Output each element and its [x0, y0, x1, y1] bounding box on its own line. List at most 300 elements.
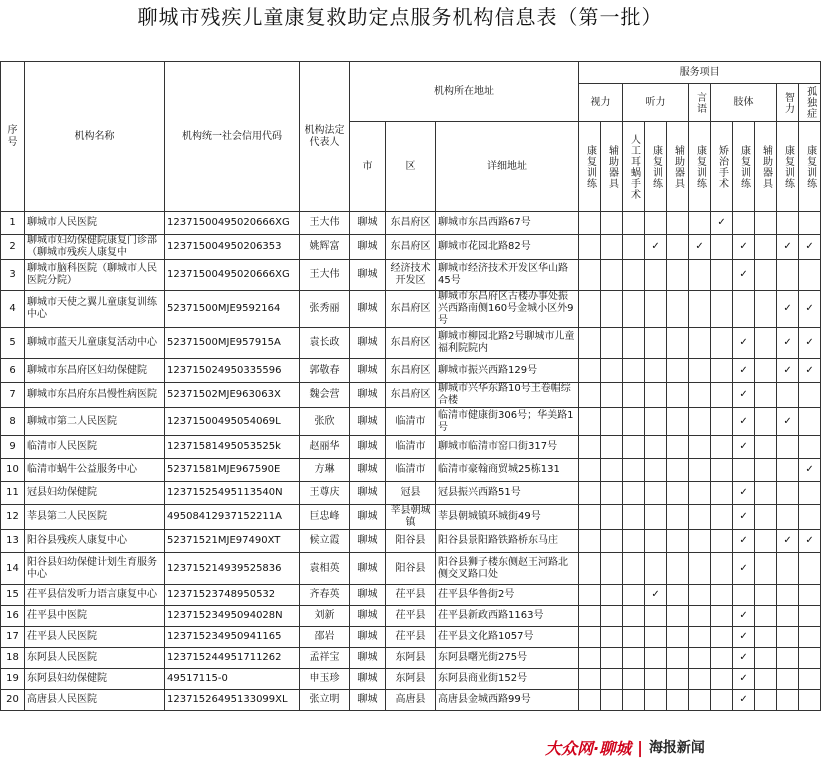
header-district: 区: [386, 122, 436, 212]
check-icon: ✓: [805, 337, 814, 348]
row-service-check: [645, 553, 667, 585]
row-service-check: [645, 235, 667, 260]
row-service-check: [623, 291, 645, 328]
row-service-check: [667, 648, 689, 669]
row-code: 123715004950206353: [165, 235, 300, 260]
row-city: 聊城: [350, 530, 386, 553]
header-vision-aid-label: 辅助器具: [606, 144, 618, 189]
row-service-check: [601, 436, 623, 459]
row-service-check: [799, 627, 821, 648]
header-intel: [777, 84, 799, 122]
row-service-check: [579, 359, 601, 383]
row-district: 茌平县: [386, 585, 436, 606]
check-icon: ✓: [783, 415, 792, 427]
row-index: 13: [1, 530, 25, 553]
table-row: [1, 291, 821, 328]
row-code: 49517115-0: [165, 669, 300, 690]
row-service-check: [689, 291, 711, 328]
row-service-check: [601, 459, 623, 482]
header-city: 市: [350, 122, 386, 212]
info-table: [0, 61, 821, 711]
row-district: 阳谷县: [386, 530, 436, 553]
header-vision: 视力: [579, 84, 623, 122]
table-row: [1, 585, 821, 606]
row-district: 阳谷县: [386, 553, 436, 585]
header-hearing-cochlear-label: 人工耳蜗手术: [628, 133, 640, 200]
header-intel-label: 智力: [782, 91, 794, 114]
check-icon: ✓: [739, 364, 748, 376]
table-row: [1, 235, 821, 260]
check-icon: ✓: [739, 241, 748, 252]
row-city: 聊城: [350, 482, 386, 505]
row-code: 52371500MJE957915A: [165, 328, 300, 359]
row-service-check: [799, 648, 821, 669]
row-address: 茌平县文化路1057号: [436, 627, 579, 648]
check-icon: ✓: [739, 610, 748, 621]
row-service-check: [733, 328, 755, 359]
row-service-check: [601, 359, 623, 383]
row-service-check: [601, 585, 623, 606]
table-row: [1, 505, 821, 530]
row-service-check: [755, 383, 777, 408]
header-limb-aid-label: 辅助器具: [760, 144, 772, 189]
row-service-check: [799, 383, 821, 408]
row-service-check: [733, 669, 755, 690]
header-limb-ortho: [711, 122, 733, 212]
table-row: [1, 383, 821, 408]
row-city: 聊城: [350, 459, 386, 482]
row-service-check: [645, 585, 667, 606]
row-address: 东阿县商业街152号: [436, 669, 579, 690]
row-service-check: [601, 627, 623, 648]
row-service-check: [689, 627, 711, 648]
row-service-check: [601, 690, 623, 711]
row-service-check: [623, 359, 645, 383]
row-address: 高唐县金城西路99号: [436, 690, 579, 711]
row-service-check: [755, 408, 777, 436]
row-rep: 张秀丽: [300, 291, 350, 328]
row-code: 12371525495113540N: [165, 482, 300, 505]
row-service-check: [777, 505, 799, 530]
row-rep: 孟祥宝: [300, 648, 350, 669]
row-code: 123715244951711262: [165, 648, 300, 669]
row-service-check: [755, 606, 777, 627]
row-rep: 张欣: [300, 408, 350, 436]
row-address: 聊城市东昌府区古楼办事处振兴西路南侧160号金城小区外9号: [436, 291, 579, 328]
row-service-check: [711, 648, 733, 669]
row-service-check: [667, 212, 689, 235]
row-name: 聊城市妇幼保健院康复门诊部（聊城市残疾人康复中: [25, 235, 165, 260]
row-service-check: [579, 408, 601, 436]
row-service-check: [623, 530, 645, 553]
row-service-check: [579, 291, 601, 328]
row-service-check: [777, 627, 799, 648]
check-icon: ✓: [739, 535, 748, 546]
row-service-check: [667, 328, 689, 359]
header-limb-train-label: 康复训练: [738, 144, 750, 189]
row-service-check: [799, 436, 821, 459]
row-address: 聊城市花园北路82号: [436, 235, 579, 260]
row-index: 14: [1, 553, 25, 585]
row-service-check: [579, 669, 601, 690]
row-name: 聊城市脑科医院（聊城市人民医院分院）: [25, 260, 165, 291]
check-icon: ✓: [783, 337, 792, 348]
header-limb-train: [733, 122, 755, 212]
row-name: 茌平县人民医院: [25, 627, 165, 648]
row-service-check: [601, 553, 623, 585]
row-code: 123715214939525836: [165, 553, 300, 585]
header-address: 机构所在地址: [350, 62, 579, 122]
check-icon: ✓: [805, 535, 814, 546]
table-row: [1, 328, 821, 359]
row-city: 聊城: [350, 408, 386, 436]
row-code: 49508412937152211A: [165, 505, 300, 530]
row-service-check: [667, 459, 689, 482]
row-name: 聊城市第二人民医院: [25, 408, 165, 436]
row-service-check: [755, 260, 777, 291]
check-icon: ✓: [651, 589, 660, 600]
row-service-check: [777, 408, 799, 436]
header-name: 机构名称: [25, 62, 165, 212]
row-service-check: [601, 260, 623, 291]
row-service-check: [579, 553, 601, 585]
row-service-check: [667, 669, 689, 690]
row-service-check: [689, 606, 711, 627]
row-rep: 张立明: [300, 690, 350, 711]
row-rep: 王大伟: [300, 212, 350, 235]
row-district: 临清市: [386, 436, 436, 459]
row-service-check: [711, 260, 733, 291]
row-rep: 郭敬春: [300, 359, 350, 383]
row-service-check: [689, 690, 711, 711]
check-icon: ✓: [739, 562, 748, 574]
row-service-check: [579, 482, 601, 505]
row-service-check: [689, 669, 711, 690]
check-icon: ✓: [805, 303, 814, 314]
row-name: 聊城市天使之翼儿童康复训练中心: [25, 291, 165, 328]
row-code: 52371502MJE963063X: [165, 383, 300, 408]
row-service-check: [733, 648, 755, 669]
check-icon: ✓: [783, 535, 792, 546]
header-limb-aid: [755, 122, 777, 212]
check-icon: ✓: [739, 694, 748, 705]
row-name: 高唐县人民医院: [25, 690, 165, 711]
row-service-check: [777, 291, 799, 328]
row-code: 12371500495054069L: [165, 408, 300, 436]
row-city: 聊城: [350, 690, 386, 711]
row-service-check: [777, 553, 799, 585]
row-service-check: [799, 606, 821, 627]
row-city: 聊城: [350, 553, 386, 585]
header-intel-train: [777, 122, 799, 212]
row-service-check: [777, 328, 799, 359]
row-service-check: [799, 212, 821, 235]
table-row: [1, 408, 821, 436]
row-index: 17: [1, 627, 25, 648]
row-service-check: [601, 328, 623, 359]
row-service-check: [755, 235, 777, 260]
row-service-check: [711, 482, 733, 505]
row-service-check: [711, 359, 733, 383]
row-city: 聊城: [350, 260, 386, 291]
check-icon: ✓: [739, 487, 748, 498]
table-row: [1, 212, 821, 235]
row-city: 聊城: [350, 235, 386, 260]
header-index: 序号: [1, 62, 25, 212]
check-icon: ✓: [805, 364, 814, 376]
row-rep: 袁长政: [300, 328, 350, 359]
row-service-check: [711, 436, 733, 459]
row-service-check: [623, 436, 645, 459]
row-service-check: [623, 328, 645, 359]
row-service-check: [755, 669, 777, 690]
row-service-check: [689, 212, 711, 235]
row-address: 聊城市兴华东路10号王卷帽综合楼: [436, 383, 579, 408]
row-service-check: [777, 585, 799, 606]
check-icon: ✓: [651, 241, 660, 252]
row-address: 聊城市临清市窑口街317号: [436, 436, 579, 459]
table-body: [1, 212, 821, 711]
row-service-check: [689, 260, 711, 291]
row-code: 52371521MJE97490XT: [165, 530, 300, 553]
row-rep: 姚辉富: [300, 235, 350, 260]
row-index: 11: [1, 482, 25, 505]
row-index: 4: [1, 291, 25, 328]
row-service-check: [689, 235, 711, 260]
check-icon: ✓: [739, 673, 748, 684]
row-service-check: [755, 585, 777, 606]
row-service-check: [777, 530, 799, 553]
header-hearing-cochlear: [623, 122, 645, 212]
row-rep: 王尊庆: [300, 482, 350, 505]
row-service-check: [711, 627, 733, 648]
row-name: 莘县第二人民医院: [25, 505, 165, 530]
row-service-check: [799, 482, 821, 505]
row-rep: 魏会营: [300, 383, 350, 408]
row-service-check: [645, 328, 667, 359]
check-icon: ✓: [739, 441, 748, 452]
row-code: 12371523495094028N: [165, 606, 300, 627]
row-service-check: [777, 606, 799, 627]
check-icon: ✓: [783, 241, 792, 252]
row-service-check: [755, 627, 777, 648]
row-service-check: [667, 359, 689, 383]
row-code: 12371500495020666XG: [165, 212, 300, 235]
row-service-check: [689, 408, 711, 436]
check-icon: ✓: [717, 217, 726, 228]
table-row: [1, 482, 821, 505]
row-index: 7: [1, 383, 25, 408]
row-service-check: [799, 530, 821, 553]
row-service-check: [623, 505, 645, 530]
row-district: 东昌府区: [386, 359, 436, 383]
row-index: 10: [1, 459, 25, 482]
row-service-check: [579, 606, 601, 627]
row-code: 12371523748950532: [165, 585, 300, 606]
row-name: 聊城市东昌府东昌慢性病医院: [25, 383, 165, 408]
row-service-check: [645, 436, 667, 459]
row-service-check: [733, 408, 755, 436]
row-service-check: [601, 235, 623, 260]
row-service-check: [777, 260, 799, 291]
row-rep: 袁相英: [300, 553, 350, 585]
row-service-check: [623, 627, 645, 648]
row-service-check: [623, 383, 645, 408]
check-icon: ✓: [739, 389, 748, 400]
row-service-check: [623, 648, 645, 669]
row-service-check: [689, 505, 711, 530]
row-district: 东昌府区: [386, 328, 436, 359]
row-service-check: [733, 235, 755, 260]
row-service-check: [623, 669, 645, 690]
check-icon: ✓: [739, 631, 748, 642]
row-service-check: [799, 291, 821, 328]
table-row: [1, 553, 821, 585]
row-district: 莘县朝城镇: [386, 505, 436, 530]
header-vision-train-label: 康复训练: [584, 144, 596, 189]
row-service-check: [711, 383, 733, 408]
table-row: [1, 648, 821, 669]
row-service-check: [579, 436, 601, 459]
header-limb-ortho-label: 矫治手术: [716, 144, 728, 189]
watermark-separator-icon: |: [637, 737, 643, 757]
row-service-check: [623, 408, 645, 436]
row-service-check: [733, 606, 755, 627]
row-service-check: [645, 482, 667, 505]
row-service-check: [689, 328, 711, 359]
row-service-check: [755, 291, 777, 328]
row-service-check: [645, 260, 667, 291]
header-services: 服务项目: [579, 62, 821, 84]
row-rep: 邵岩: [300, 627, 350, 648]
row-service-check: [645, 383, 667, 408]
row-service-check: [623, 212, 645, 235]
row-service-check: [667, 260, 689, 291]
row-address: 聊城市经济技术开发区华山路45号: [436, 260, 579, 291]
row-service-check: [601, 606, 623, 627]
row-rep: 齐春英: [300, 585, 350, 606]
row-city: 聊城: [350, 291, 386, 328]
page-title: 聊城市残疾儿童康复救助定点服务机构信息表（第一批）: [137, 5, 663, 29]
row-service-check: [733, 505, 755, 530]
row-service-check: [711, 408, 733, 436]
row-city: 聊城: [350, 627, 386, 648]
table-row: [1, 260, 821, 291]
row-service-check: [579, 627, 601, 648]
row-service-check: [733, 459, 755, 482]
row-address: 茌平县新政西路1163号: [436, 606, 579, 627]
check-icon: ✓: [783, 364, 792, 376]
row-service-check: [623, 690, 645, 711]
row-service-check: [755, 648, 777, 669]
row-service-check: [711, 291, 733, 328]
row-service-check: [711, 669, 733, 690]
row-service-check: [645, 606, 667, 627]
row-name: 东阿县妇幼保健院: [25, 669, 165, 690]
row-service-check: [667, 627, 689, 648]
row-service-check: [777, 690, 799, 711]
row-district: 经济技术开发区: [386, 260, 436, 291]
row-service-check: [579, 530, 601, 553]
row-service-check: [689, 482, 711, 505]
row-service-check: [645, 505, 667, 530]
header-autism-train-label: 康复训练: [804, 144, 816, 189]
row-service-check: [733, 383, 755, 408]
table-row: [1, 530, 821, 553]
row-index: 18: [1, 648, 25, 669]
header-hearing-train: [645, 122, 667, 212]
row-district: 茌平县: [386, 606, 436, 627]
row-service-check: [799, 690, 821, 711]
row-name: 茌平县信发听力语言康复中心: [25, 585, 165, 606]
row-city: 聊城: [350, 505, 386, 530]
header-speech-label: 言语: [694, 91, 706, 114]
row-index: 16: [1, 606, 25, 627]
row-service-check: [711, 553, 733, 585]
row-service-check: [689, 648, 711, 669]
row-service-check: [733, 553, 755, 585]
header-autism-label: 孤独症: [804, 86, 816, 119]
row-service-check: [667, 690, 689, 711]
row-address: 阳谷县狮子楼东侧赵王河路北侧交叉路口处: [436, 553, 579, 585]
row-service-check: [689, 553, 711, 585]
row-city: 聊城: [350, 585, 386, 606]
row-service-check: [667, 408, 689, 436]
row-service-check: [667, 553, 689, 585]
header-autism-train: [799, 122, 821, 212]
row-index: 9: [1, 436, 25, 459]
check-icon: ✓: [739, 337, 748, 348]
row-service-check: [755, 553, 777, 585]
row-service-check: [579, 235, 601, 260]
row-district: 东阿县: [386, 648, 436, 669]
row-service-check: [755, 359, 777, 383]
row-city: 聊城: [350, 328, 386, 359]
row-service-check: [579, 585, 601, 606]
row-service-check: [777, 648, 799, 669]
row-service-check: [623, 459, 645, 482]
row-rep: 巨忠峰: [300, 505, 350, 530]
row-service-check: [777, 459, 799, 482]
row-address: 聊城市柳园北路2号聊城市儿童福利院院内: [436, 328, 579, 359]
row-service-check: [777, 383, 799, 408]
header-intel-train-label: 康复训练: [782, 144, 794, 189]
row-name: 冠县妇幼保健院: [25, 482, 165, 505]
row-service-check: [733, 436, 755, 459]
row-service-check: [645, 459, 667, 482]
row-service-check: [667, 606, 689, 627]
row-index: 12: [1, 505, 25, 530]
row-service-check: [601, 505, 623, 530]
row-service-check: [733, 530, 755, 553]
row-name: 茌平县中医院: [25, 606, 165, 627]
row-service-check: [755, 328, 777, 359]
table-row: [1, 606, 821, 627]
row-rep: 方琳: [300, 459, 350, 482]
header-hearing-train-label: 康复训练: [650, 144, 662, 189]
row-service-check: [667, 291, 689, 328]
row-city: 聊城: [350, 383, 386, 408]
row-code: 123715234950941165: [165, 627, 300, 648]
row-service-check: [623, 235, 645, 260]
row-rep: 候立霞: [300, 530, 350, 553]
row-name: 临清市蜗牛公益服务中心: [25, 459, 165, 482]
row-index: 8: [1, 408, 25, 436]
row-service-check: [601, 530, 623, 553]
header-limb: 肢体: [711, 84, 777, 122]
row-city: 聊城: [350, 436, 386, 459]
check-icon: ✓: [783, 303, 792, 314]
